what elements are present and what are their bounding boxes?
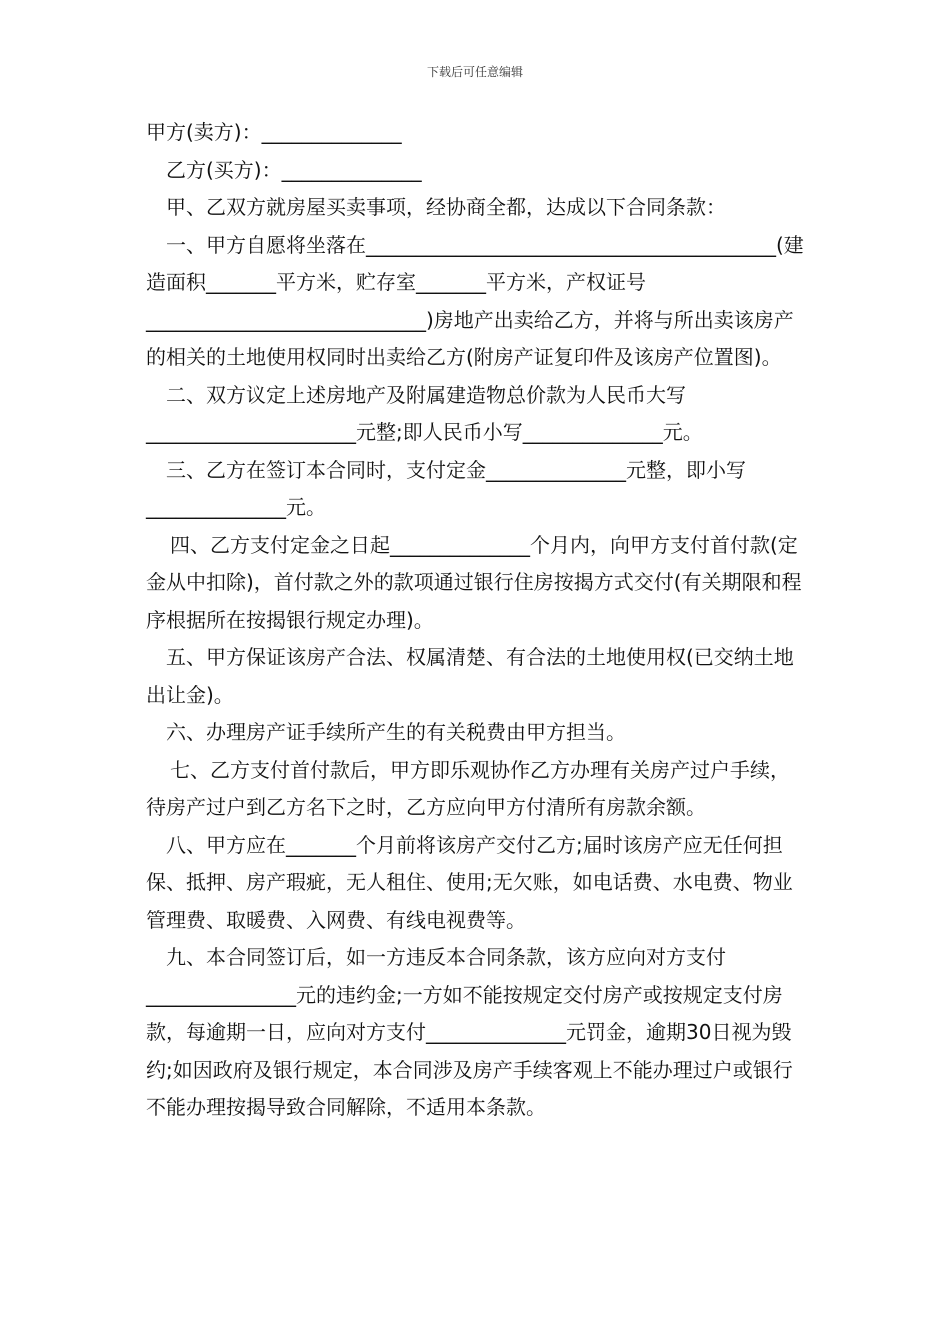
contract-body xyxy=(146,114,808,1127)
clause-6: 六、办理房产证手续所产生的有关税费由甲方担当。 xyxy=(166,720,626,744)
contract-preamble: 甲、乙双方就房屋买卖事项，经协商全都，达成以下合同条款： xyxy=(166,195,726,219)
party-b-line: 乙方(买方)：______________ xyxy=(166,157,422,182)
clause-1: 一、甲方自愿将坐落在_________________________________________(建造面积_______平方米，贮存室_______平方米，产权证号____________________________)房地产出卖给乙方，并将与所出卖该房产的相关的土地使用权同时出卖给乙方(附房产证复印件及该房产位置图)。 xyxy=(146,232,804,369)
clause-2: 二、双方议定上述房地产及附属建造物总价款为人民币大写_____________________元整;即人民币小写______________元。 xyxy=(146,382,703,444)
page-header-note: 下载后可任意编辑 xyxy=(426,65,523,79)
clause-7: 七、乙方支付首付款后，甲方即乐观协作乙方办理有关房产过户手续，待房产过户到乙方名下之时，乙方应向甲方付清所有房款余额。 xyxy=(146,757,790,819)
clause-9: 九、本合同签订后，如一方违反本合同条款，该方应向对方支付_______________元的违约金;一方如不能按规定交付房产或按规定支付房款，每逾期一日，应向对方支付______________元罚金，逾期30日视为毁约;如因政府及银行规定，本合同涉及房产手续客观上不能办理过户或银行不能办理按揭导致合同解除，不适用本条款。 xyxy=(146,945,793,1119)
clause-5: 五、甲方保证该房产合法、权属清楚、有合法的土地使用权(已交纳土地出让金)。 xyxy=(146,645,794,707)
clause-3: 三、乙方在签订本合同时，支付定金______________元整，即小写______________元。 xyxy=(146,457,746,519)
clause-8: 八、甲方应在_______个月前将该房产交付乙方;届时该房产应无任何担保、抵押、房产瑕疵，无人租住、使用;无欠账，如电话费、水电费、物业管理费、取暖费、入网费、有线电视费等。 xyxy=(146,832,793,932)
party-a-line: 甲方(卖方)：______________ xyxy=(146,120,402,144)
clause-4: 四、乙方支付定金之日起______________个月内，向甲方支付首付款(定金从中扣除)，首付款之外的款项通过银行住房按揭方式交付(有关期限和程序根据所在按揭银行规定办理)。 xyxy=(146,532,802,632)
